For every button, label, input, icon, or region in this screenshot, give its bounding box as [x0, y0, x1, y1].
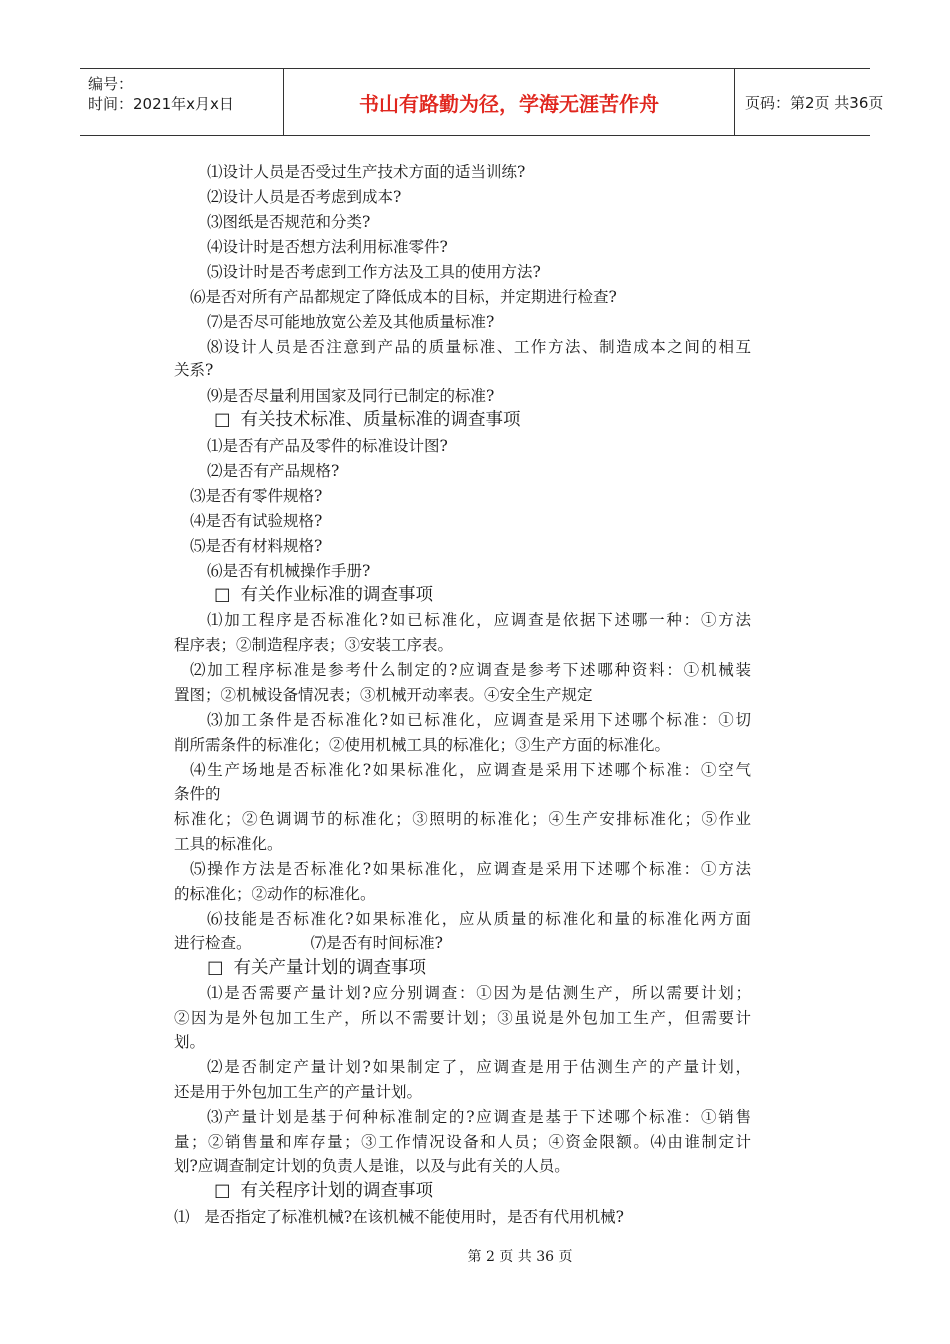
text-line: ⑷是否有试验规格? — [190, 512, 323, 530]
text-line: 进行检查。 ⑺是否有时间标准? — [174, 934, 443, 952]
text-line: ⑶加工条件是否标准化?如已标准化，应调查是采用下述哪个标准：①切 — [207, 711, 751, 729]
page-footer: 第 2 页 共 36 页 — [467, 1249, 573, 1265]
text-line: ②因为是外包加工生产，所以不需要计划；③虽说是外包加工生产，但需要计 — [174, 1009, 751, 1027]
text-line: 条件的 — [174, 785, 221, 803]
text-line: ⑹技能是否标准化?如果标准化，应从质量的标准化和量的标准化两方面 — [207, 910, 751, 928]
text-line: 程序表；②制造程序表；③安装工序表。 — [174, 636, 454, 654]
section-heading-process-plan — [214, 1181, 433, 1201]
text-line: 量；②销售量和库存量；③工作情况设备和人员；④资金限额。⑷由谁制定计 — [174, 1133, 751, 1151]
text-line: 划。 — [174, 1033, 206, 1051]
header-page-label: 页码：第2页 共36页 — [745, 93, 884, 112]
text-line: ⑸是否有材料规格? — [190, 537, 323, 555]
time-label: 时间：2021年x月x日 — [88, 95, 234, 113]
section-heading-tech-standards — [214, 410, 521, 430]
checkbox-square-icon: □ — [214, 1181, 231, 1201]
text-line: ⑴是否需要产量计划?应分别调查：①因为是估测生产，所以需要计划； — [207, 984, 751, 1002]
header-meta — [80, 69, 284, 135]
checkbox-square-icon: □ — [207, 958, 224, 978]
text-line: 划?应调查制定计划的负责人是谁，以及与此有关的人员。 — [174, 1157, 570, 1175]
checkbox-square-icon: □ — [214, 585, 231, 605]
text-line: 标准化；②色调调节的标准化；③照明的标准化；④生产安排标准化；⑤作业 — [174, 810, 751, 828]
text-line: ⑶图纸是否规范和分类? — [207, 213, 371, 231]
text-line: ⑷设计时是否想方法利用标准零件? — [207, 238, 448, 256]
section-heading-output-plan — [207, 958, 426, 978]
text-line: ⑴设计人员是否受过生产技术方面的适当训练? — [207, 163, 526, 181]
page-header — [80, 68, 884, 136]
text-line: ⑵加工程序标准是参考什么制定的?应调查是参考下述哪种资料：①机械装 — [190, 661, 751, 679]
text-line: ⑵是否制定产量计划?如果制定了，应调查是用于估测生产的产量计划， — [207, 1058, 751, 1076]
section-heading-text: 有关程序计划的调查事项 — [240, 1181, 434, 1201]
section-heading-text: 有关作业标准的调查事项 — [240, 585, 434, 605]
text-line: 工具的标准化。 — [174, 835, 283, 853]
text-line: ⑻设计人员是否注意到产品的质量标准、工作方法、制造成本之间的相互 — [207, 338, 751, 356]
text-line: ⑸设计时是否考虑到工作方法及工具的使用方法? — [207, 263, 541, 281]
header-motto: 书山有路勤为径，学海无涯苦作舟 — [284, 69, 735, 135]
text-line: ⑼是否尽量利用国家及同行已制定的标准? — [207, 387, 495, 405]
section-heading-text: 有关技术标准、质量标准的调查事项 — [240, 410, 521, 430]
text-line: 的标准化；②动作的标准化。 — [174, 885, 376, 903]
checkbox-square-icon: □ — [214, 410, 231, 430]
text-line: ⑸操作方法是否标准化?如果标准化，应调查是采用下述哪个标准：①方法 — [190, 860, 751, 878]
text-line: ⑵设计人员是否考虑到成本? — [207, 188, 402, 206]
text-line: 削所需条件的标准化；②使用机械工具的标准化；③生产方面的标准化。 — [174, 736, 671, 754]
text-line: ⑴ 是否指定了标准机械?在该机械不能使用时，是否有代用机械? — [174, 1208, 624, 1226]
text-line: ⑴加工程序是否标准化?如已标准化，应调查是依据下述哪一种：①方法 — [207, 611, 751, 629]
section-heading-text: 有关产量计划的调查事项 — [233, 958, 427, 978]
text-line: ⑹是否有机械操作手册? — [207, 562, 371, 580]
text-line: ⑺是否尽可能地放宽公差及其他质量标准? — [207, 313, 495, 331]
text-line: 还是用于外包加工生产的产量计划。 — [174, 1083, 423, 1101]
text-line: 关系? — [174, 361, 214, 379]
text-line: ⑶产量计划是基于何种标准制定的?应调查是基于下述哪个标准：①销售 — [207, 1108, 751, 1126]
text-line: ⑶是否有零件规格? — [190, 487, 323, 505]
section-heading-work-standards — [214, 585, 433, 605]
text-line: ⑴是否有产品及零件的标准设计图? — [207, 437, 448, 455]
text-line: ⑷生产场地是否标准化?如果标准化，应调查是采用下述哪个标准：①空气 — [190, 761, 751, 779]
text-line: 置图；②机械设备情况表；③机械开动率表。④安全生产规定 — [174, 686, 593, 704]
serial-label: 编号： — [88, 75, 134, 93]
text-line: ⑹是否对所有产品都规定了降低成本的目标，并定期进行检查? — [190, 288, 617, 306]
text-line: ⑵是否有产品规格? — [207, 462, 340, 480]
